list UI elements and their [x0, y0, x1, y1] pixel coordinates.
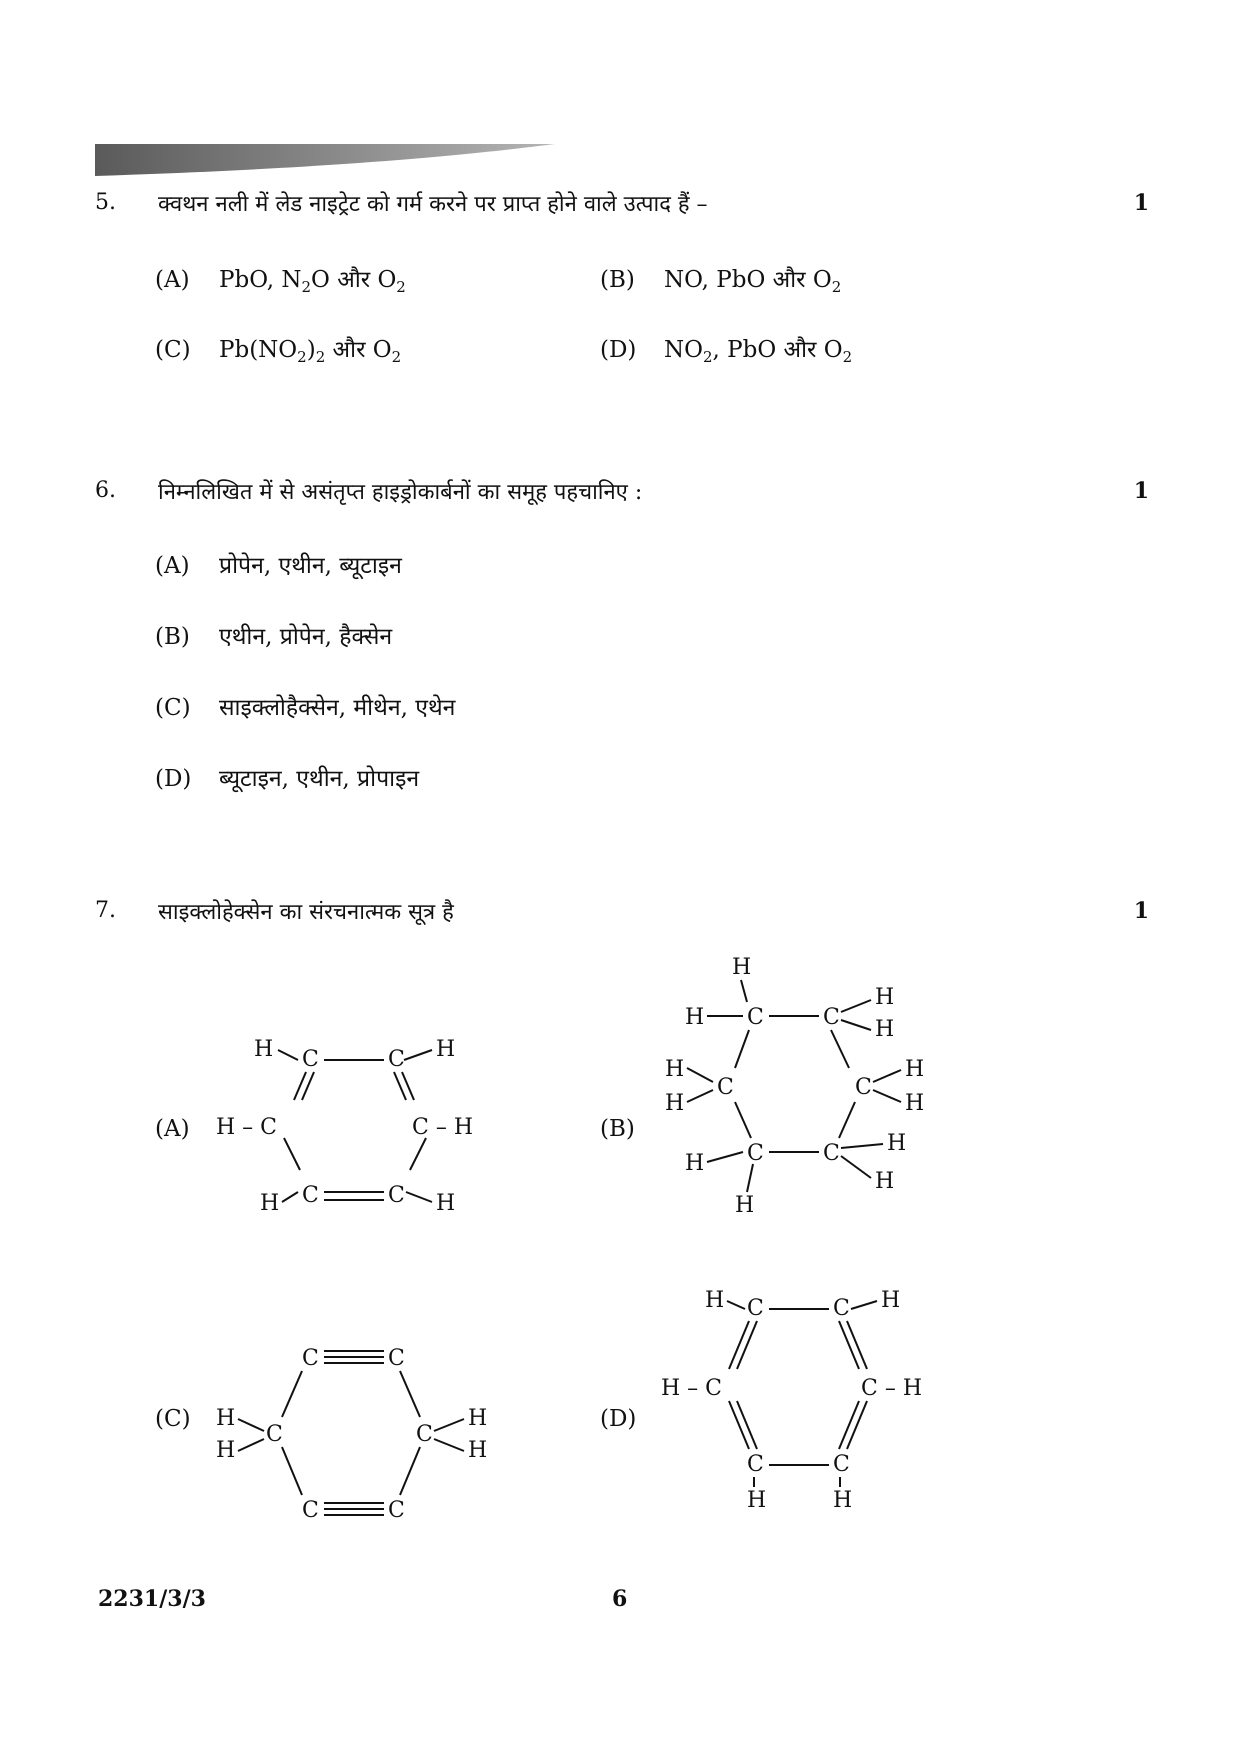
q5-option-d[interactable]: (D) $NO_2$, PbO और $O_2$ [600, 337, 853, 366]
question-5-number: 5. [95, 190, 116, 215]
svg-text:H: H [216, 1406, 236, 1431]
svg-text:C: C [717, 1075, 734, 1100]
svg-text:C: C [747, 1296, 764, 1321]
page-number: 6 [612, 1586, 628, 1612]
svg-text:H: H [665, 1091, 685, 1116]
structure-d-diagram [655, 1265, 955, 1529]
option-label: (A) [155, 267, 190, 293]
svg-text:H: H [468, 1438, 488, 1463]
q7-option-a[interactable]: (A) [155, 1116, 190, 1142]
svg-text:H: H [436, 1037, 456, 1062]
svg-text:H: H [685, 1151, 705, 1176]
svg-text:H: H [665, 1057, 685, 1082]
q6-option-d[interactable]: (D) ब्यूटाइन, एथीन, प्रोपाइन [155, 766, 420, 792]
structure-a-diagram [210, 1020, 500, 1224]
q7-option-b[interactable]: (B) [600, 1116, 635, 1142]
svg-text:C: C [747, 1005, 764, 1030]
q5-option-b[interactable]: (B) NO, PbO और $O_2$ [600, 267, 842, 296]
q5-option-c[interactable]: (C) $Pb(NO_2)_2$ और $O_2$ [155, 337, 402, 366]
question-5-marks: 1 [1133, 190, 1149, 216]
svg-text:C – H: C – H [861, 1376, 923, 1401]
option-label: (C) [155, 337, 191, 363]
svg-text:C: C [302, 1346, 319, 1371]
question-6-text: निम्नलिखित में से असंतृप्त हाइड्रोकार्बनों का समूह पहचानिए : [158, 480, 643, 505]
svg-text:C: C [388, 1346, 405, 1371]
question-6-number: 6. [95, 478, 116, 503]
svg-text:C – H: C – H [412, 1115, 474, 1140]
svg-text:C: C [823, 1005, 840, 1030]
svg-text:H: H [216, 1438, 236, 1463]
svg-text:C: C [388, 1047, 405, 1072]
svg-text:H: H [468, 1406, 488, 1431]
q7-option-c[interactable]: (C) [155, 1406, 191, 1432]
svg-text:C: C [302, 1183, 319, 1208]
svg-text:C: C [855, 1075, 872, 1100]
svg-text:H: H [905, 1057, 925, 1082]
svg-text:H: H [254, 1037, 274, 1062]
question-7-text: साइक्लोहेक्सेन का संरचनात्मक सूत्र है [158, 900, 454, 925]
svg-text:C: C [266, 1422, 283, 1447]
svg-text:C: C [416, 1422, 433, 1447]
structure-b-diagram [655, 950, 955, 1234]
svg-text:H: H [735, 1193, 755, 1218]
svg-text:H: H [905, 1091, 925, 1116]
header-decorative-bar [95, 140, 555, 180]
svg-text:H – C: H – C [661, 1376, 723, 1401]
svg-text:H: H [875, 1169, 895, 1194]
svg-text:H: H [436, 1191, 456, 1216]
q6-option-c[interactable]: (C) साइक्लोहैक्सेन, मीथेन, एथेन [155, 695, 456, 721]
svg-text:H: H [875, 1017, 895, 1042]
svg-text:H – C: H – C [216, 1115, 278, 1140]
q6-option-b[interactable]: (B) एथीन, प्रोपेन, हैक्सेन [155, 624, 393, 650]
svg-text:C: C [388, 1498, 405, 1523]
svg-text:C: C [302, 1498, 319, 1523]
svg-text:C: C [388, 1183, 405, 1208]
svg-text:C: C [302, 1047, 319, 1072]
svg-text:C: C [747, 1141, 764, 1166]
svg-text:H: H [260, 1191, 280, 1216]
svg-text:C: C [823, 1141, 840, 1166]
q5-option-a[interactable]: (A) PbO, $N_2O$ और $O_2$ [155, 267, 406, 296]
q7-option-d[interactable]: (D) [600, 1406, 637, 1432]
svg-text:H: H [881, 1288, 901, 1313]
q6-option-a[interactable]: (A) प्रोपेन, एथीन, ब्यूटाइन [155, 553, 402, 579]
svg-text:C: C [833, 1452, 850, 1477]
svg-text:H: H [747, 1488, 767, 1513]
question-7-marks: 1 [1133, 898, 1149, 924]
svg-text:C: C [747, 1452, 764, 1477]
option-label: (B) [600, 267, 635, 293]
svg-text:H: H [705, 1288, 725, 1313]
svg-text:C: C [833, 1296, 850, 1321]
question-7-number: 7. [95, 898, 116, 923]
svg-text:H: H [685, 1005, 705, 1030]
question-6-marks: 1 [1133, 478, 1149, 504]
paper-code: 2231/3/3 [98, 1586, 206, 1612]
structure-c-diagram [210, 1325, 500, 1529]
svg-text:H: H [833, 1488, 853, 1513]
question-5-text: क्वथन नली में लेड नाइट्रेट को गर्म करने पर प्राप्त होने वाले उत्पाद हैं – [158, 192, 708, 217]
svg-text:H: H [875, 985, 895, 1010]
svg-text:H: H [732, 955, 752, 980]
svg-text:H: H [887, 1131, 907, 1156]
option-label: (D) [600, 337, 637, 363]
